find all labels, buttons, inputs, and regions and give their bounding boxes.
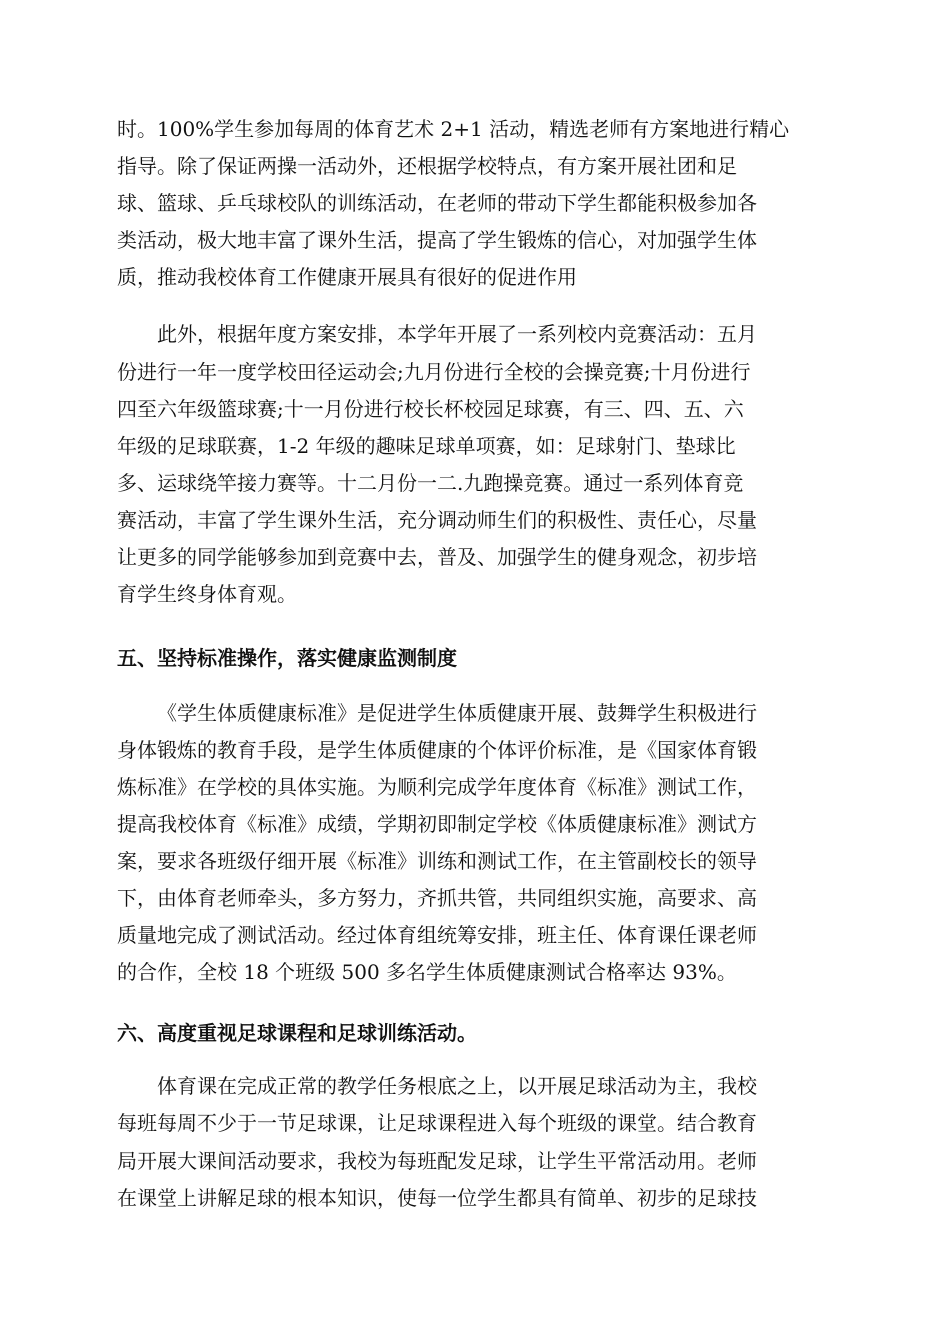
body-text-line: 份进行一年一度学校田径运动会;九月份进行全校的会操竞赛;十月份进行	[117, 360, 751, 384]
body-text-line: 《学生体质健康标准》是促进学生体质健康开展、鼓舞学生积极进行	[157, 701, 757, 725]
section-heading: 五、坚持标准操作，落实健康监测制度	[117, 646, 457, 670]
body-text-line: 的合作，全校 18 个班级 500 多名学生体质健康测试合格率达 93%。	[117, 960, 737, 984]
body-text-line: 下，由体育老师牵头，多方努力，齐抓共管，共同组织实施，高要求、高	[117, 886, 757, 910]
body-text-line: 四至六年级篮球赛;十一月份进行校长杯校园足球赛，有三、四、五、六	[117, 397, 744, 421]
body-text-line: 指导。除了保证两操一活动外，还根据学校特点，有方案开展社团和足	[117, 154, 737, 178]
body-text-line: 此外，根据年度方案安排，本学年开展了一系列校内竞赛活动：五月	[157, 322, 757, 346]
body-text-line: 炼标准》在学校的具体实施。为顺利完成学年度体育《标准》测试工作，	[117, 775, 757, 799]
body-text-line: 每班每周不少于一节足球课，让足球课程进入每个班级的课堂。结合教育	[117, 1111, 757, 1135]
body-text-line: 提高我校体育《标准》成绩，学期初即制定学校《体质健康标准》测试方	[117, 812, 757, 836]
body-text-line: 质量地完成了测试活动。经过体育组统筹安排，班主任、体育课任课老师	[117, 923, 757, 947]
body-text-line: 多、运球绕竿接力赛等。十二月份一二.九跑操竞赛。通过一系列体育竞	[117, 471, 744, 495]
body-text-line: 案，要求各班级仔细开展《标准》训练和测试工作，在主管副校长的领导	[117, 849, 757, 873]
body-text-line: 体育课在完成正常的教学任务根底之上，以开展足球活动为主，我校	[157, 1074, 757, 1098]
body-text-line: 年级的足球联赛，1-2 年级的趣味足球单项赛，如：足球射门、垫球比	[117, 434, 736, 458]
body-text-line: 局开展大课间活动要求，我校为每班配发足球，让学生平常活动用。老师	[117, 1149, 757, 1173]
body-text-line: 类活动，极大地丰富了课外生活，提高了学生锻炼的信心，对加强学生体	[117, 228, 757, 252]
section-heading: 六、高度重视足球课程和足球训练活动。	[117, 1021, 477, 1045]
body-text-line: 身体锻炼的教育手段，是学生体质健康的个体评价标准，是《国家体育锻	[117, 738, 757, 762]
body-text-line: 球、篮球、乒乓球校队的训练活动，在老师的带动下学生都能积极参加各	[117, 191, 757, 215]
body-text-line: 赛活动，丰富了学生课外生活，充分调动师生们的积极性、责任心，尽量	[117, 508, 757, 532]
body-text-line: 质，推动我校体育工作健康开展具有很好的促进作用	[117, 265, 577, 289]
body-text-line: 育学生终身体育观。	[117, 582, 297, 606]
body-text-line: 在课堂上讲解足球的根本知识，使每一位学生都具有简单、初步的足球技	[117, 1186, 757, 1210]
body-text-line: 时。100%学生参加每周的体育艺术 2+1 活动，精选老师有方案地进行精心	[117, 117, 790, 141]
body-text-line: 让更多的同学能够参加到竞赛中去，普及、加强学生的健身观念，初步培	[117, 545, 757, 569]
